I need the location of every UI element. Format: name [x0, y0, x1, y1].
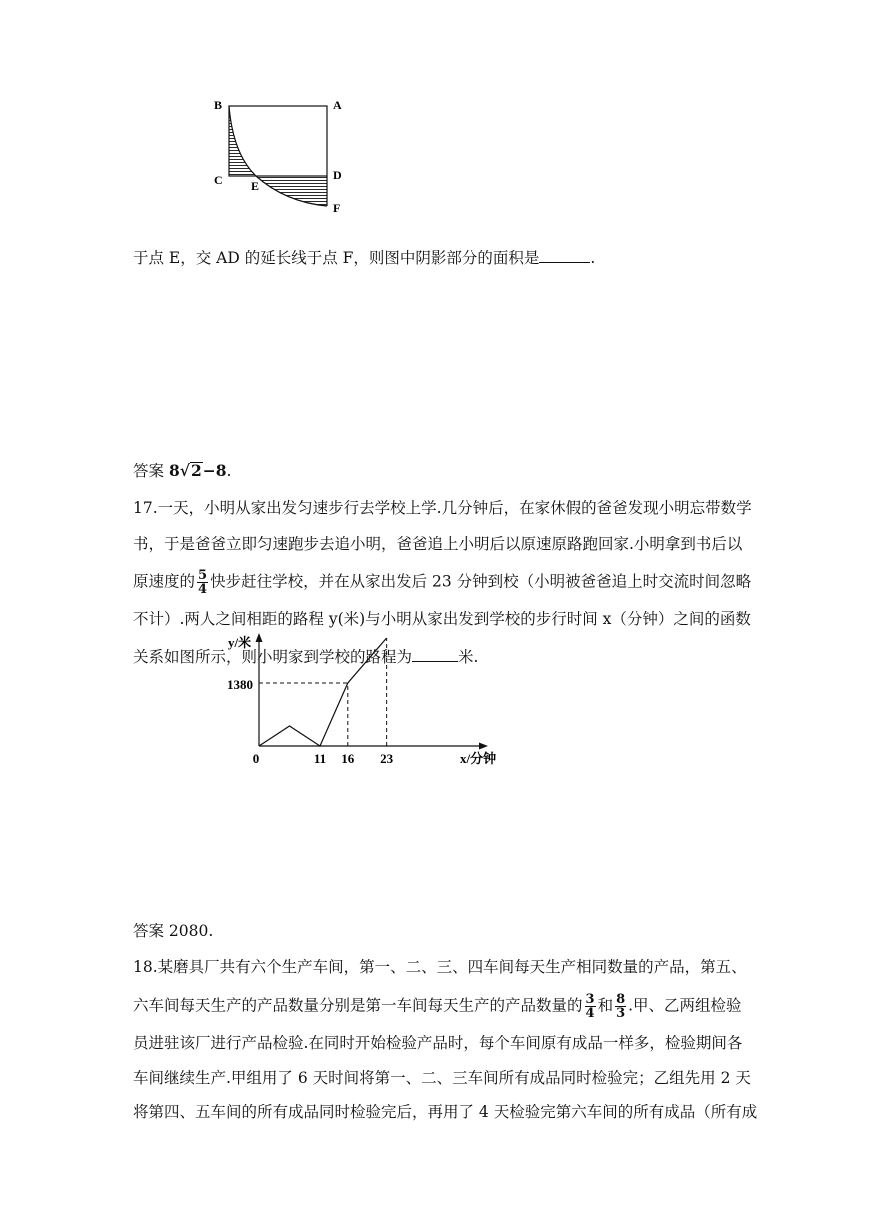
q17-line-4: 不计）.两人之间相距的路程 y(米)与小明从家出发到学校的步行时间 x（分钟）之间的函数: [133, 610, 751, 628]
q18-line-1: 18.某磨具厂共有六个生产车间，第一、二、三、四车间每天生产相同数量的产品，第五、: [133, 958, 747, 976]
series-line: [259, 638, 387, 746]
fraction-8-3: [615, 993, 626, 1020]
q17-line-5b: 米.: [458, 648, 479, 666]
geometry-figure: [205, 92, 355, 222]
q17-line-2: 书，于是爸爸立即匀速跑步去追小明，爸爸追上小明后以原速原路跑回家.小明拿到书后以: [133, 535, 743, 553]
q17-line-chart: [220, 630, 520, 770]
fraction-3-4: [585, 993, 596, 1020]
fraction-numerator: 8: [616, 992, 626, 1007]
x-axis-arrow: [479, 743, 488, 750]
q17-line-3: [133, 569, 751, 596]
label-c: C: [214, 173, 223, 187]
answer-16-coef: 8: [168, 461, 180, 480]
x-tick-label-0: 0: [252, 751, 260, 766]
answer-16: [133, 461, 231, 481]
q18-line-2c: .甲、乙两组检验: [628, 996, 742, 1015]
x-tick-label-23: 23: [380, 751, 394, 766]
answer-17: 答案 2080.: [133, 922, 214, 940]
q16-text: [133, 248, 595, 268]
q17-line-3a: 原速度的: [133, 572, 196, 591]
label-e: E: [251, 179, 260, 193]
q18-line-2b: 和: [597, 996, 614, 1015]
y-axis-arrow: [256, 633, 263, 642]
answer-16-prefix: 答案: [133, 462, 165, 480]
answer-blank-16: [539, 248, 590, 263]
y-axis-label: y/米: [228, 635, 252, 650]
guide-lines: [259, 638, 387, 746]
q18-line-4: 车间继续生产.甲组用了 6 天时间将第一、二、三车间所有成品同时检验完；乙组先用 2 天: [133, 1069, 751, 1087]
label-b: B: [214, 98, 223, 112]
x-tick-label-11: 11: [313, 751, 327, 766]
answer-16-tail: −8: [202, 461, 227, 480]
answer-16-radicand: 2: [190, 461, 202, 480]
answer-16-expression: 8√2−8: [168, 461, 227, 480]
label-f: F: [333, 201, 341, 215]
q17-line-3b: 快步赶往学校，并在从家出发后 23 分钟到校（小明被爸爸追上时交流时间忽略: [210, 572, 752, 591]
shaded-region-right: [256, 176, 327, 206]
fraction-numerator: 5: [198, 568, 208, 583]
shaded-region-left: [229, 106, 256, 176]
fraction-denominator: 4: [198, 582, 208, 597]
q16-body: 于点 E，交 AD 的延长线于点 F，则图中阴影部分的面积是: [133, 249, 540, 267]
label-a: A: [333, 98, 342, 112]
q18-line-3: 员进驻该厂进行产品检验.在同时开始检验产品时，每个车间原有成品一样多，检验期间各: [133, 1034, 743, 1052]
x-axis-label: x/分钟: [460, 751, 497, 766]
fraction-denominator: 3: [616, 1006, 626, 1021]
q18-line-2: [133, 993, 742, 1020]
x-tick-label-16: 16: [341, 751, 355, 766]
label-d: D: [333, 168, 342, 182]
fraction-denominator: 4: [585, 1006, 595, 1021]
answer-16-end: .: [226, 462, 232, 480]
q18-line-2a: 六车间每天生产的产品数量分别是第一车间每天生产的产品数量的: [133, 996, 583, 1015]
fraction-5-4: [197, 569, 208, 596]
q18-line-5: 将第四、五车间的所有成品同时检验完后，再用了 4 天检验完第六车间的所有成品（所有成: [133, 1103, 758, 1121]
fraction-numerator: 3: [585, 992, 595, 1007]
q17-line-1: 17.一天，小明从家出发匀速步行去学校上学.几分钟后，在家休假的爸爸发现小明忘带数学: [133, 499, 752, 517]
q17-line-5a: 关系如图所示，则小明家到学校的路程为: [133, 648, 413, 666]
y-tick-label-1380: 1380: [227, 677, 253, 692]
q16-end: .: [590, 249, 596, 267]
